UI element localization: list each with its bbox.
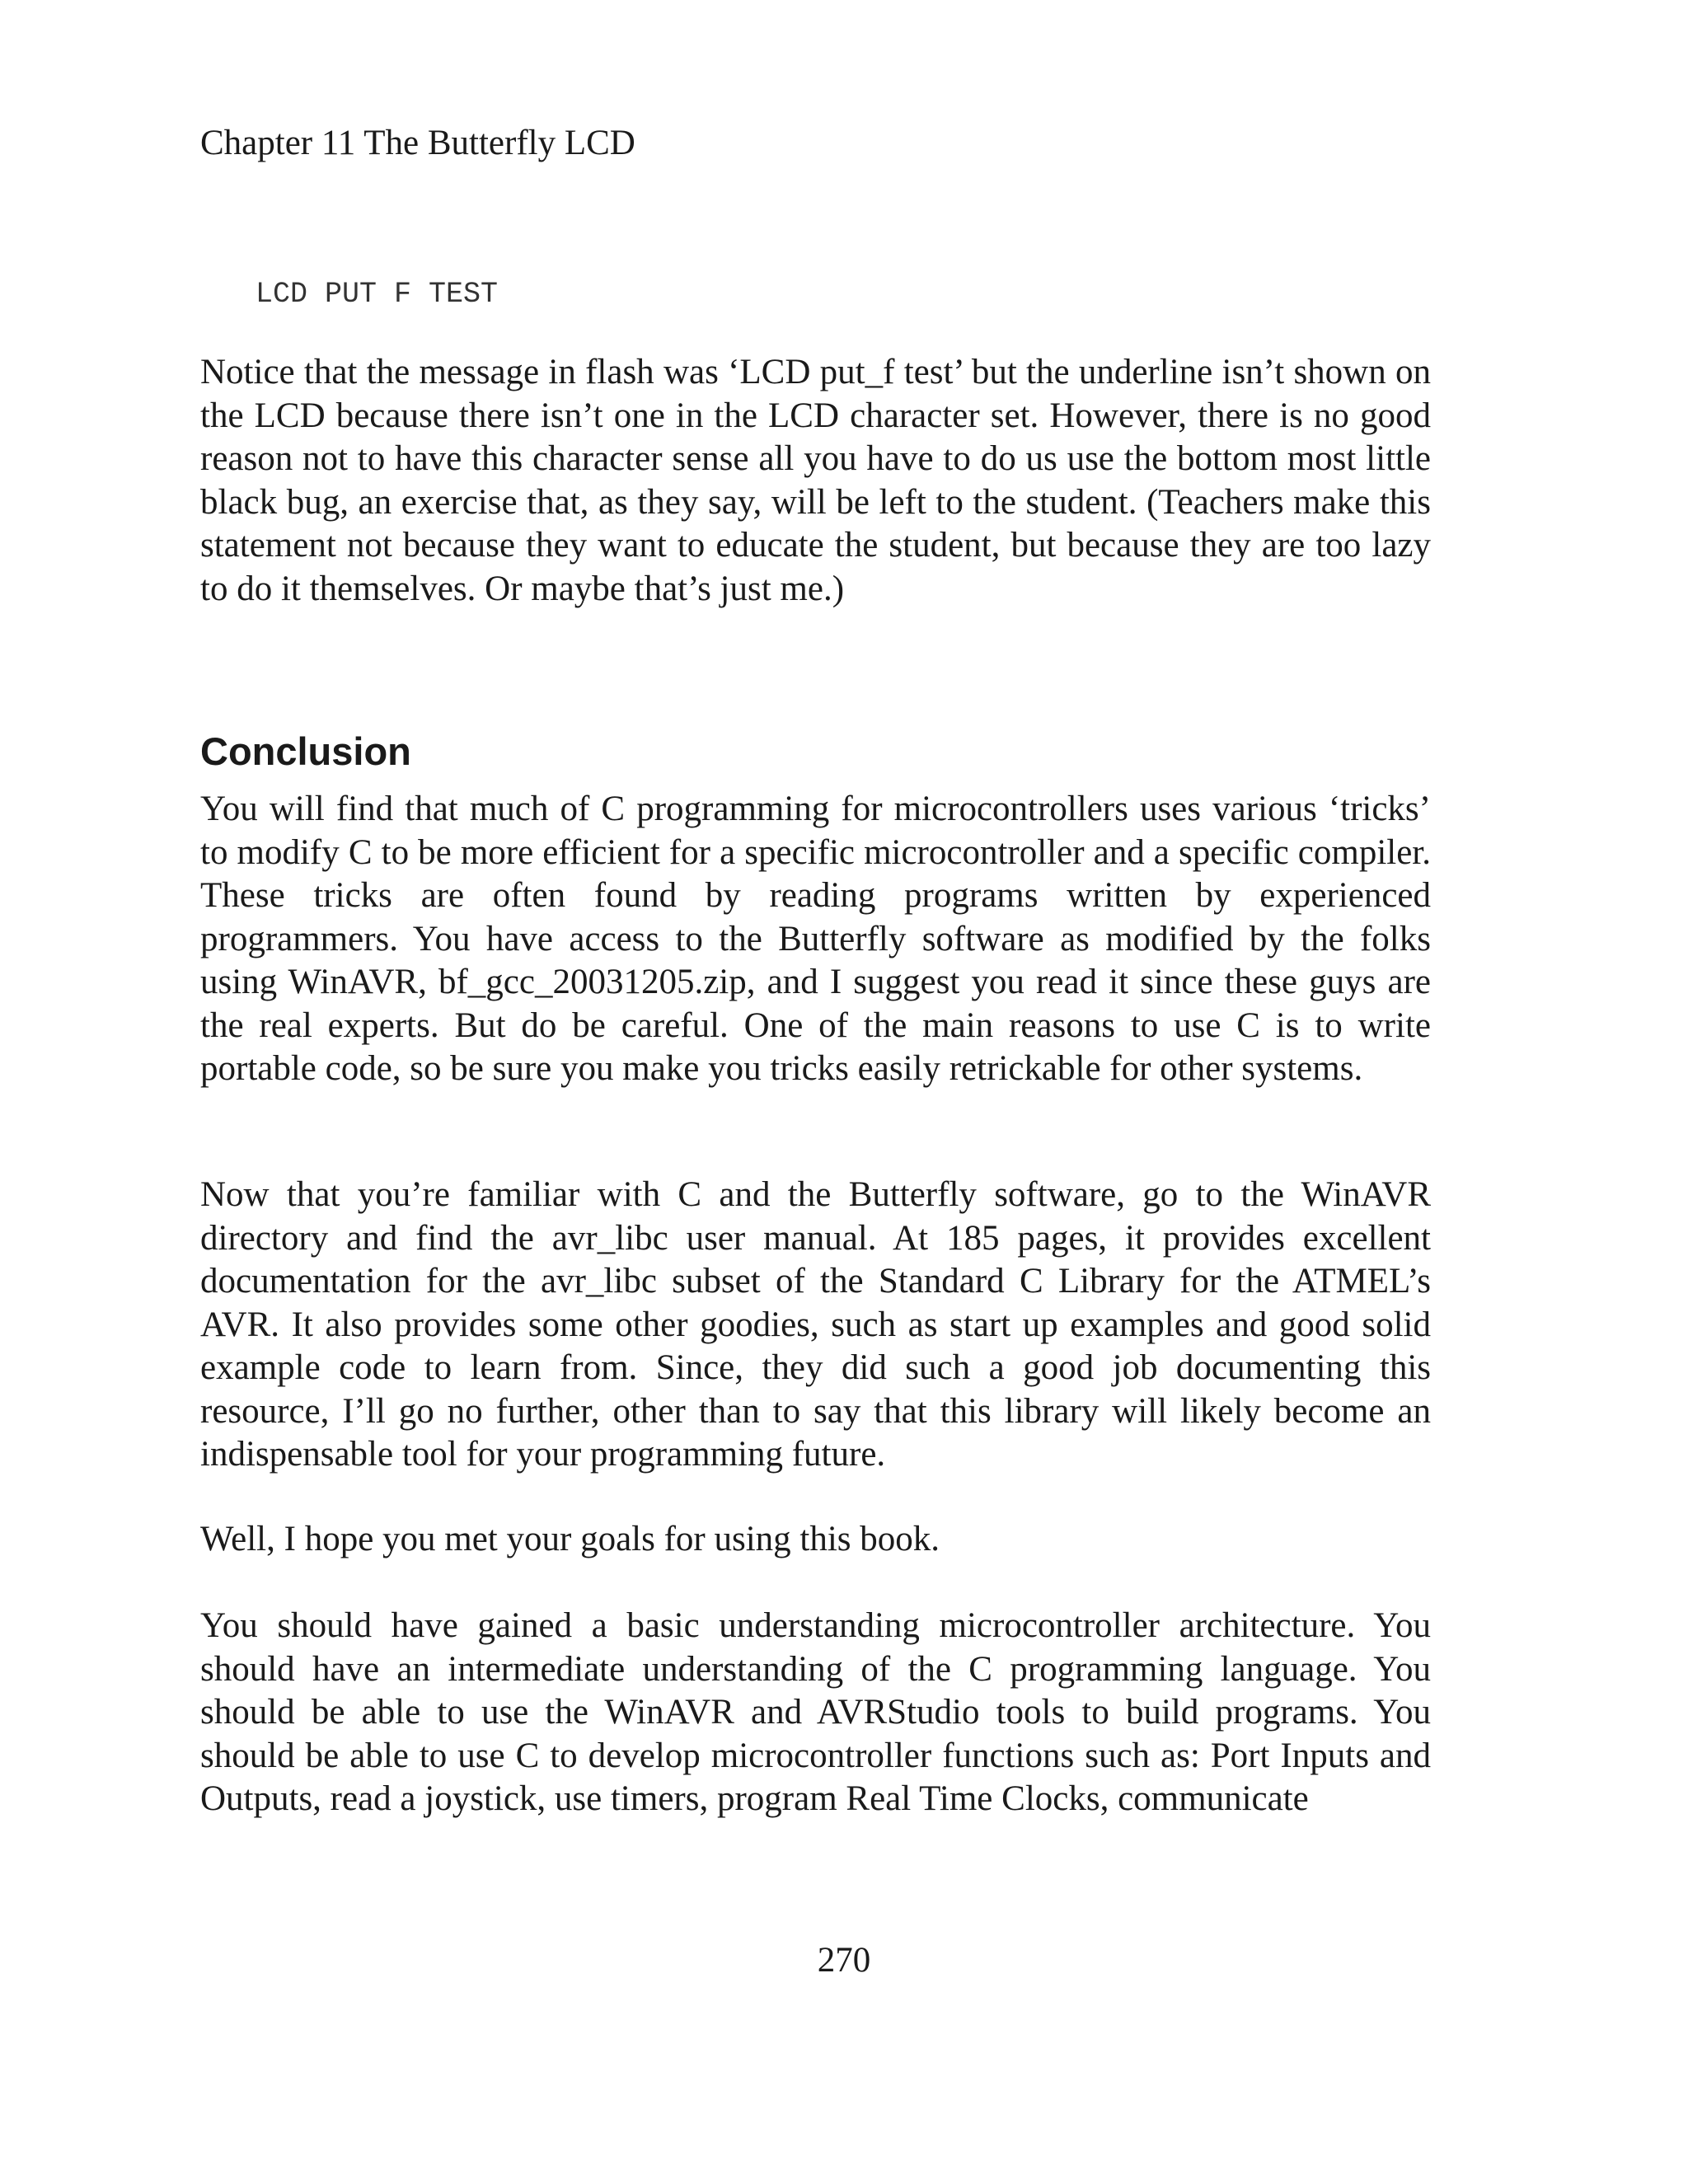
running-head: Chapter 11 The Butterfly LCD xyxy=(200,124,635,162)
paragraph-conclusion-tricks: You will find that much of C programming for microcontrollers uses various ‘tricks’ to modify C to be more efficient for a specific microcontroller and a specific compiler. These tricks are often found by reading programs written by experienced programmers. You have access to the Butterfly software as modified by the folks using WinAVR, bf_gcc_20031205.zip, and I suggest you read it since these guys are the real experts. But do be careful. One of the main reasons to use C is to write portable code, so be sure you make you tricks easily retrickable for other systems. xyxy=(200,790,1431,1088)
section-heading-conclusion: Conclusion xyxy=(200,729,411,773)
paragraph-lcd-notice: Notice that the message in flash was ‘LCD put_f test’ but the underline isn’t shown on the LCD because there isn’t one in the LCD character set. However, there is no good reason not to have this character sense all you have to do us use the bottom most little black bug, an exercise that, as they say, will be left to the student. (Teachers make this statement not because they want to educate the student, but because they are too lazy to do it themselves. Or maybe that’s just me.) xyxy=(200,353,1431,608)
page-number: 270 xyxy=(817,1941,871,1980)
paragraph-avr-libc: Now that you’re familiar with C and the Butterfly software, go to the WinAVR directory and find the avr_libc user manual. At 185 pages, it provides excellent documentation for the avr_libc subset of the Standard C Library for the ATMEL’s AVR. It also provides some other goodies, such as start up examples and good solid example code to learn from. Since, they did such a good job documenting this resource, I’ll go no further, other than to say that this library will likely become an indispensable tool for your programming future. xyxy=(200,1175,1431,1474)
code-output-line: LCD PUT F TEST xyxy=(256,278,499,311)
paragraph-goals: Well, I hope you met your goals for using this book. xyxy=(200,1520,940,1558)
paragraph-skills: You should have gained a basic understanding microcontroller architecture. You should have an intermediate understanding of the C programming language. You should be able to use the WinAVR and AVRStudio tools to build programs. You should be able to use C to develop microcontroller functions such as: Port Inputs and Outputs, read a joystick, use timers, program Real Time Clocks, communicate xyxy=(200,1606,1431,1818)
